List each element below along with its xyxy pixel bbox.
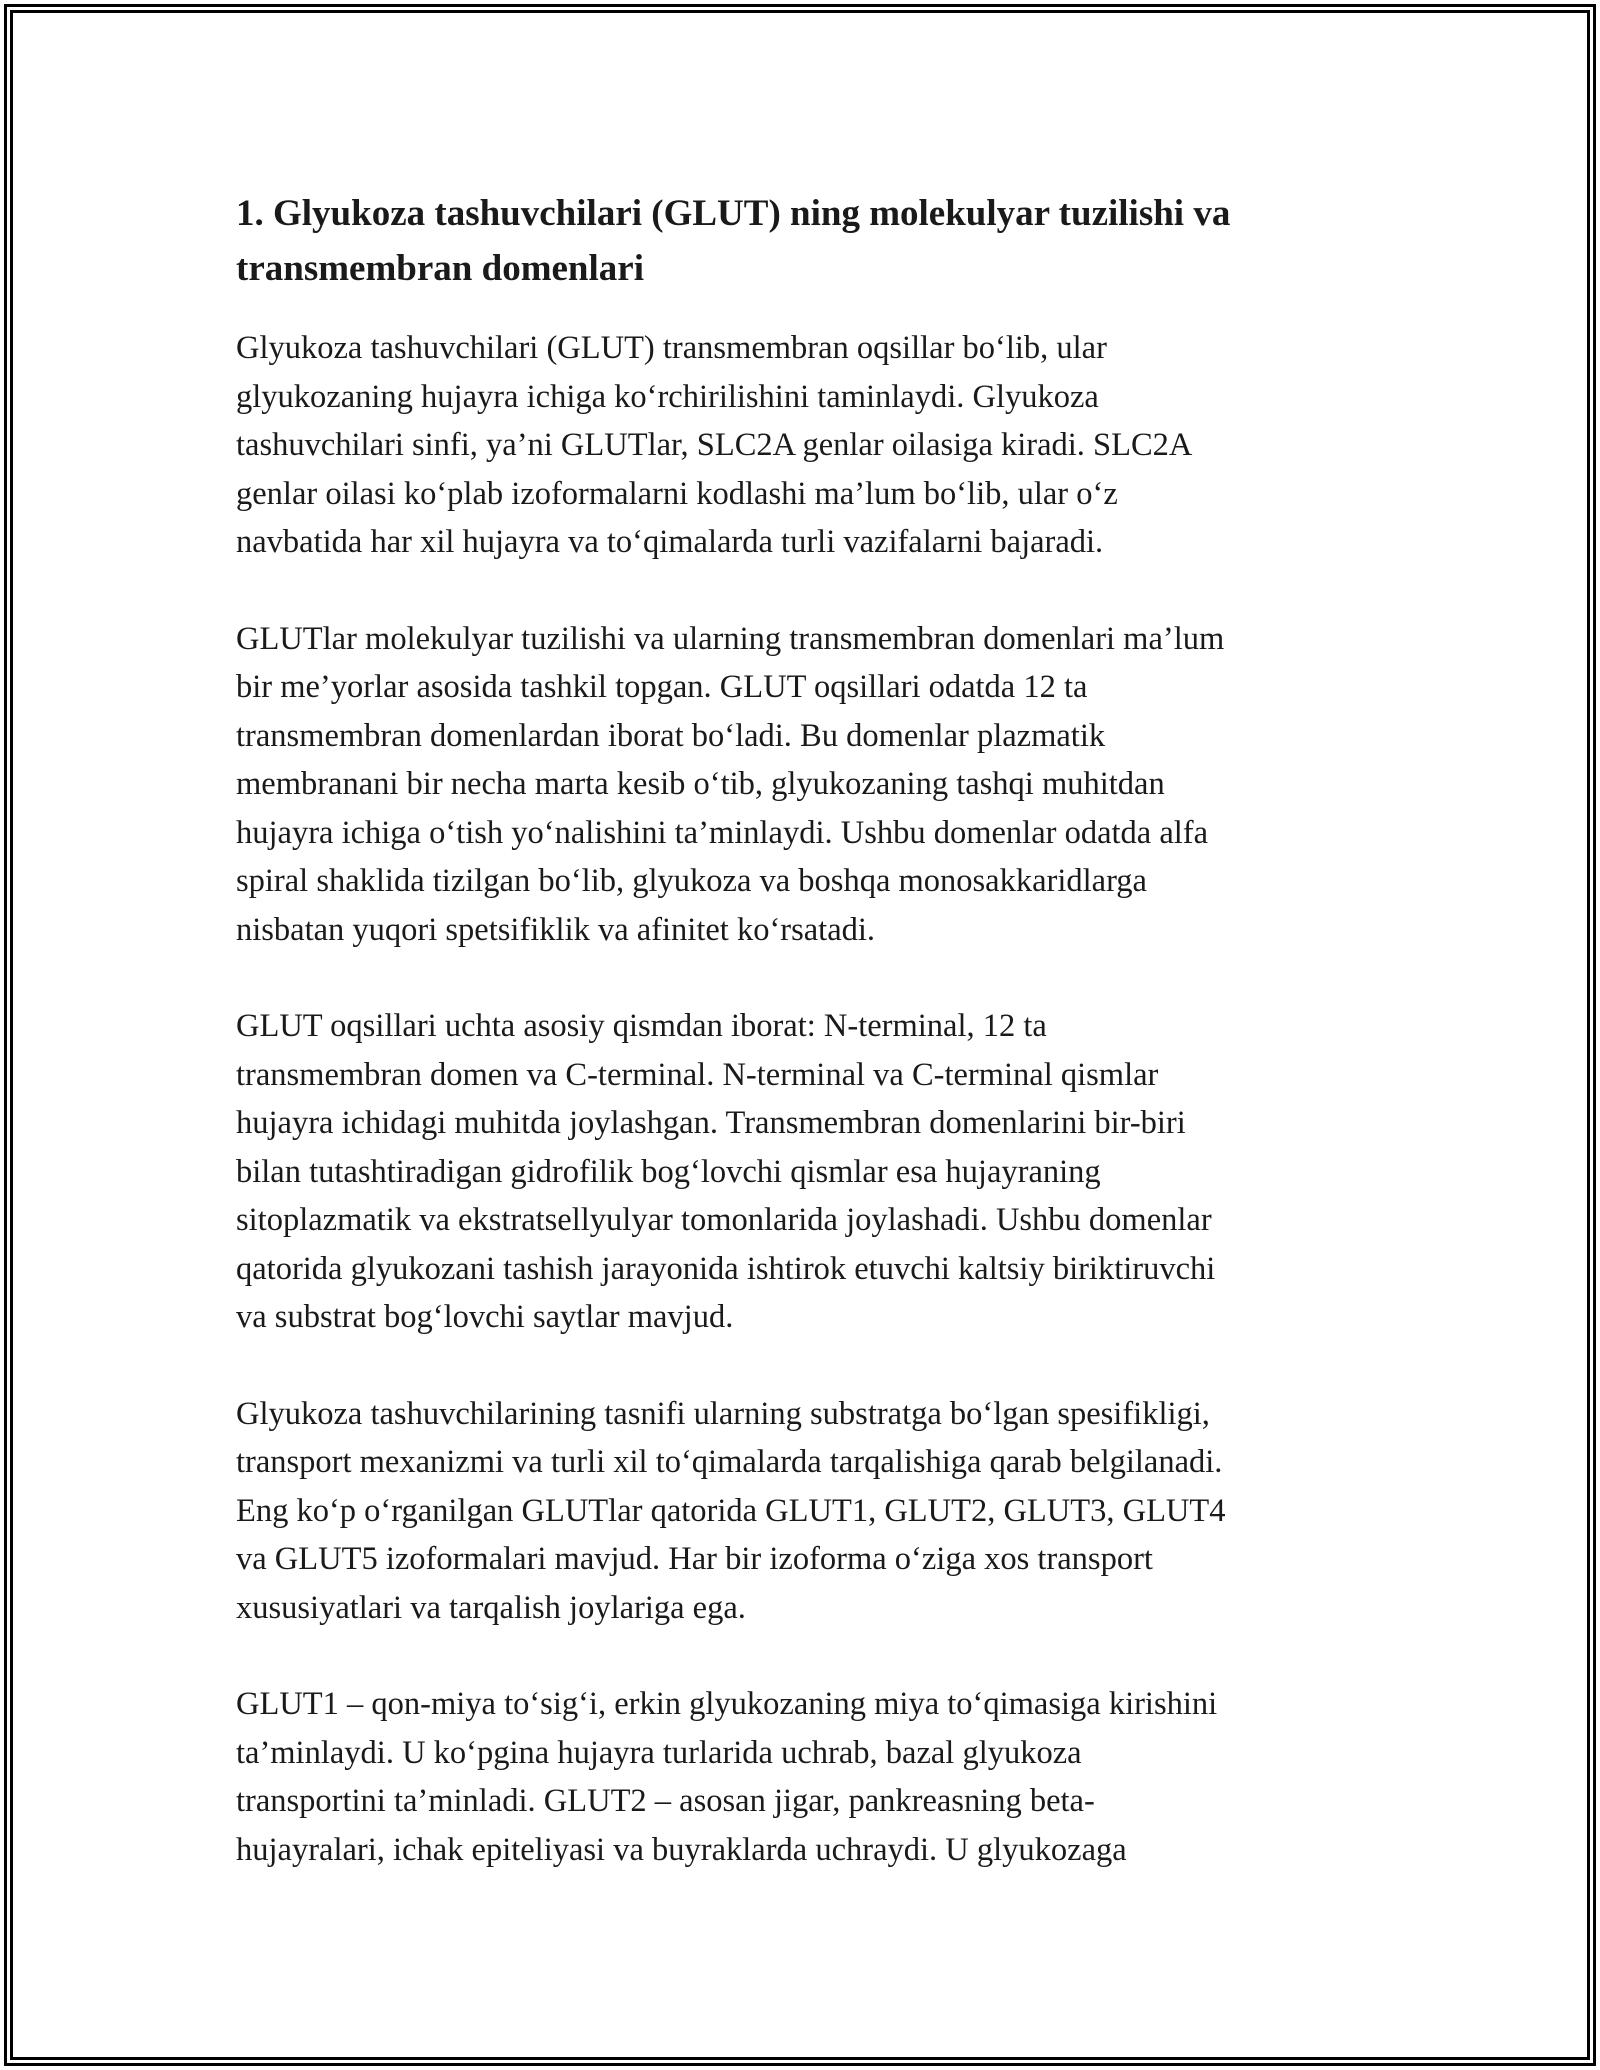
- text-line: navbatida har xil hujayra va to‘qimalarda turli vazifalarni bajaradi.: [236, 524, 1104, 560]
- text-line: nisbatan yuqori spetsifiklik va afinitet ko‘rsatadi.: [236, 911, 876, 948]
- text-line: hujayra ichidagi muhitda joylashgan. Transmembran domenlarini bir-biri: [236, 1105, 1186, 1141]
- text-line: Glyukoza tashuvchilari (GLUT) transmembran oqsillar bo‘lib, ular: [236, 330, 1107, 366]
- document-body: [236, 186, 1366, 1922]
- text-line: ta’minlaydi. U ko‘pgina hujayra turlarida uchrab, bazal glyukoza: [236, 1734, 1082, 1771]
- text-line: sitoplazmatik va ekstratsellyulyar tomonlarida joylashadi. Ushbu domenlar: [236, 1202, 1212, 1238]
- paragraph-2: [236, 615, 1366, 955]
- heading-line: transmembran domenlari: [236, 248, 644, 289]
- text-line: tashuvchilari sinfi, ya’ni GLUTlar, SLC2A genlar oilasiga kiradi. SLC2A: [236, 427, 1193, 463]
- text-line: Eng ko‘p o‘rganilgan GLUTlar qatorida GLUT1, GLUT2, GLUT3, GLUT4: [236, 1492, 1226, 1529]
- text-line: va GLUT5 izoformalari mavjud. Har bir izoforma o‘ziga xos transport: [236, 1541, 1153, 1577]
- text-line: membranani bir necha marta kesib o‘tib, glyukozaning tashqi muhitdan: [236, 766, 1165, 802]
- text-line: genlar oilasi ko‘plab izoformalarni kodlashi ma’lum bo‘lib, ular o‘z: [236, 475, 1118, 512]
- paragraph-3: [236, 1002, 1366, 1342]
- text-line: transmembran domen va C-terminal. N-terminal va C-terminal qismlar: [236, 1056, 1159, 1093]
- paragraph-5: [236, 1680, 1366, 1874]
- heading-line: 1. Glyukoza tashuvchilari (GLUT) ning molekulyar tuzilishi va: [236, 193, 1231, 234]
- text-line: GLUT oqsillari uchta asosiy qismdan iborat: N-terminal, 12 ta: [236, 1008, 1047, 1044]
- text-line: qatorida glyukozani tashish jarayonida ishtirok etuvchi kaltsiy biriktiruvchi: [236, 1250, 1216, 1287]
- text-line: Glyukoza tashuvchilarining tasnifi ularning substratga bo‘lgan spesifikligi,: [236, 1395, 1210, 1432]
- text-line: hujayra ichiga o‘tish yo‘nalishini ta’minlaydi. Ushbu domenlar odatda alfa: [236, 814, 1209, 851]
- text-line: GLUT1 – qon-miya to‘sig‘i, erkin glyukozaning miya to‘qimasiga kirishini: [236, 1686, 1218, 1722]
- text-line: bilan tutashtiradigan gidrofilik bog‘lovchi qismlar esa hujayraning: [236, 1153, 1101, 1190]
- text-line: transportini ta’minladi. GLUT2 – asosan jigar, pankreasning beta-: [236, 1783, 1095, 1819]
- text-line: transport mexanizmi va turli xil to‘qimalarda tarqalishiga qarab belgilanadi.: [236, 1444, 1223, 1480]
- text-line: bir me’yorlar asosida tashkil topgan. GLUT oqsillari odatda 12 ta: [236, 669, 1088, 705]
- paragraph-1: [236, 324, 1366, 567]
- text-line: spiral shaklida tizilgan bo‘lib, glyukoza va boshqa monosakkaridlarga: [236, 863, 1147, 899]
- text-line: va substrat bog‘lovchi saytlar mavjud.: [236, 1299, 734, 1335]
- text-line: xususiyatlari va tarqalish joylariga ega.: [236, 1589, 746, 1626]
- paragraph-4: [236, 1390, 1366, 1633]
- text-line: transmembran domenlardan iborat bo‘ladi. Bu domenlar plazmatik: [236, 717, 1106, 754]
- section-heading: [236, 186, 1366, 296]
- text-line: hujayralari, ichak epiteliyasi va buyraklarda uchraydi. U glyukozaga: [236, 1831, 1127, 1868]
- text-line: glyukozaning hujayra ichiga ko‘rchirilishini taminlaydi. Glyukoza: [236, 378, 1099, 415]
- text-line: GLUTlar molekulyar tuzilishi va ularning transmembran domenlari ma’lum: [236, 620, 1225, 657]
